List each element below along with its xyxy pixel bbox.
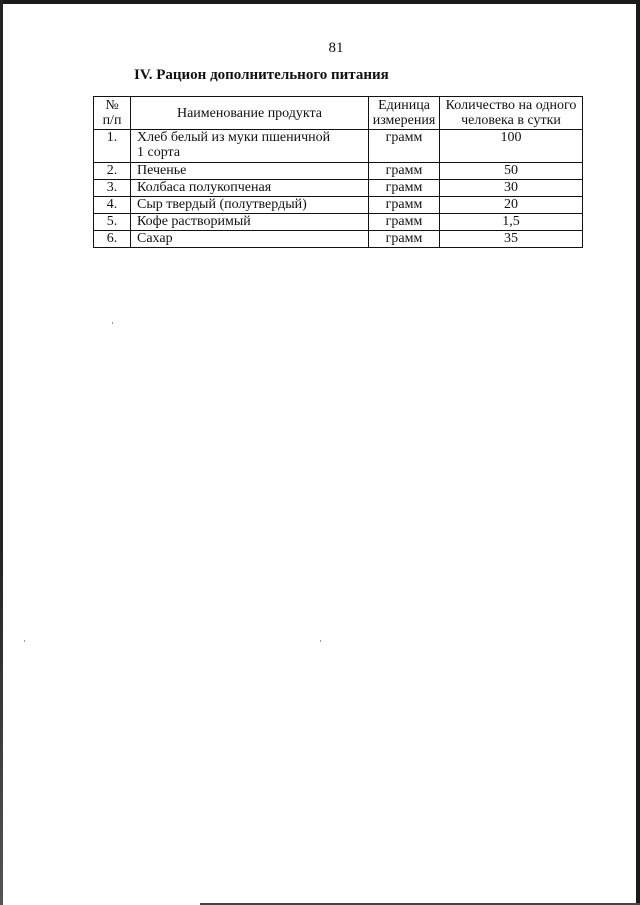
header-num-line-2: п/п xyxy=(102,113,122,128)
row-num: 1. xyxy=(94,130,131,163)
row-name: Печенье xyxy=(131,163,369,180)
row-name-line-1: Хлеб белый из муки пшеничной xyxy=(137,130,331,145)
header-name: Наименование продукта xyxy=(131,97,369,130)
table-row xyxy=(94,130,583,163)
scan-speck xyxy=(112,322,113,324)
row-unit: грамм xyxy=(369,180,440,197)
row-num: 6. xyxy=(94,231,131,248)
scan-edge-top xyxy=(0,0,640,4)
scan-speck xyxy=(24,640,25,642)
header-num xyxy=(94,97,131,130)
row-num: 3. xyxy=(94,180,131,197)
scan-edge-left xyxy=(0,0,3,905)
row-unit: грамм xyxy=(369,214,440,231)
row-name: Сыр твердый (полутвердый) xyxy=(131,197,369,214)
row-qty: 30 xyxy=(440,180,583,197)
header-qty-line-1: Количество на одного xyxy=(445,98,577,113)
row-qty: 50 xyxy=(440,163,583,180)
row-unit: грамм xyxy=(369,197,440,214)
row-qty: 20 xyxy=(440,197,583,214)
row-qty: 1,5 xyxy=(440,214,583,231)
row-qty: 35 xyxy=(440,231,583,248)
row-unit: грамм xyxy=(369,130,440,163)
row-unit: грамм xyxy=(369,163,440,180)
table-row xyxy=(94,231,583,248)
row-name: Сахар xyxy=(131,231,369,248)
header-qty-line-2: человека в сутки xyxy=(461,113,561,128)
header-num-line-1: № xyxy=(105,98,119,113)
page-number: 81 xyxy=(328,40,344,56)
table-row xyxy=(94,214,583,231)
table-row xyxy=(94,163,583,180)
row-qty: 100 xyxy=(440,130,583,163)
row-name-line-2: 1 сорта xyxy=(137,145,181,160)
scan-speck xyxy=(320,640,321,642)
row-num: 4. xyxy=(94,197,131,214)
table-row xyxy=(94,180,583,197)
section-title: IV. Рацион дополнительного питания xyxy=(134,67,389,83)
table-header-row xyxy=(94,97,583,130)
header-unit-line-2: измерения xyxy=(372,113,436,128)
header-unit-line-1: Единица xyxy=(378,98,430,113)
ration-table xyxy=(93,96,583,248)
header-qty xyxy=(440,97,583,130)
scan-edge-right xyxy=(636,0,640,905)
row-num: 2. xyxy=(94,163,131,180)
row-name: Кофе растворимый xyxy=(131,214,369,231)
row-name: Колбаса полукопченая xyxy=(131,180,369,197)
row-unit: грамм xyxy=(369,231,440,248)
row-num: 5. xyxy=(94,214,131,231)
row-name xyxy=(131,130,369,163)
table-row xyxy=(94,197,583,214)
header-unit xyxy=(369,97,440,130)
